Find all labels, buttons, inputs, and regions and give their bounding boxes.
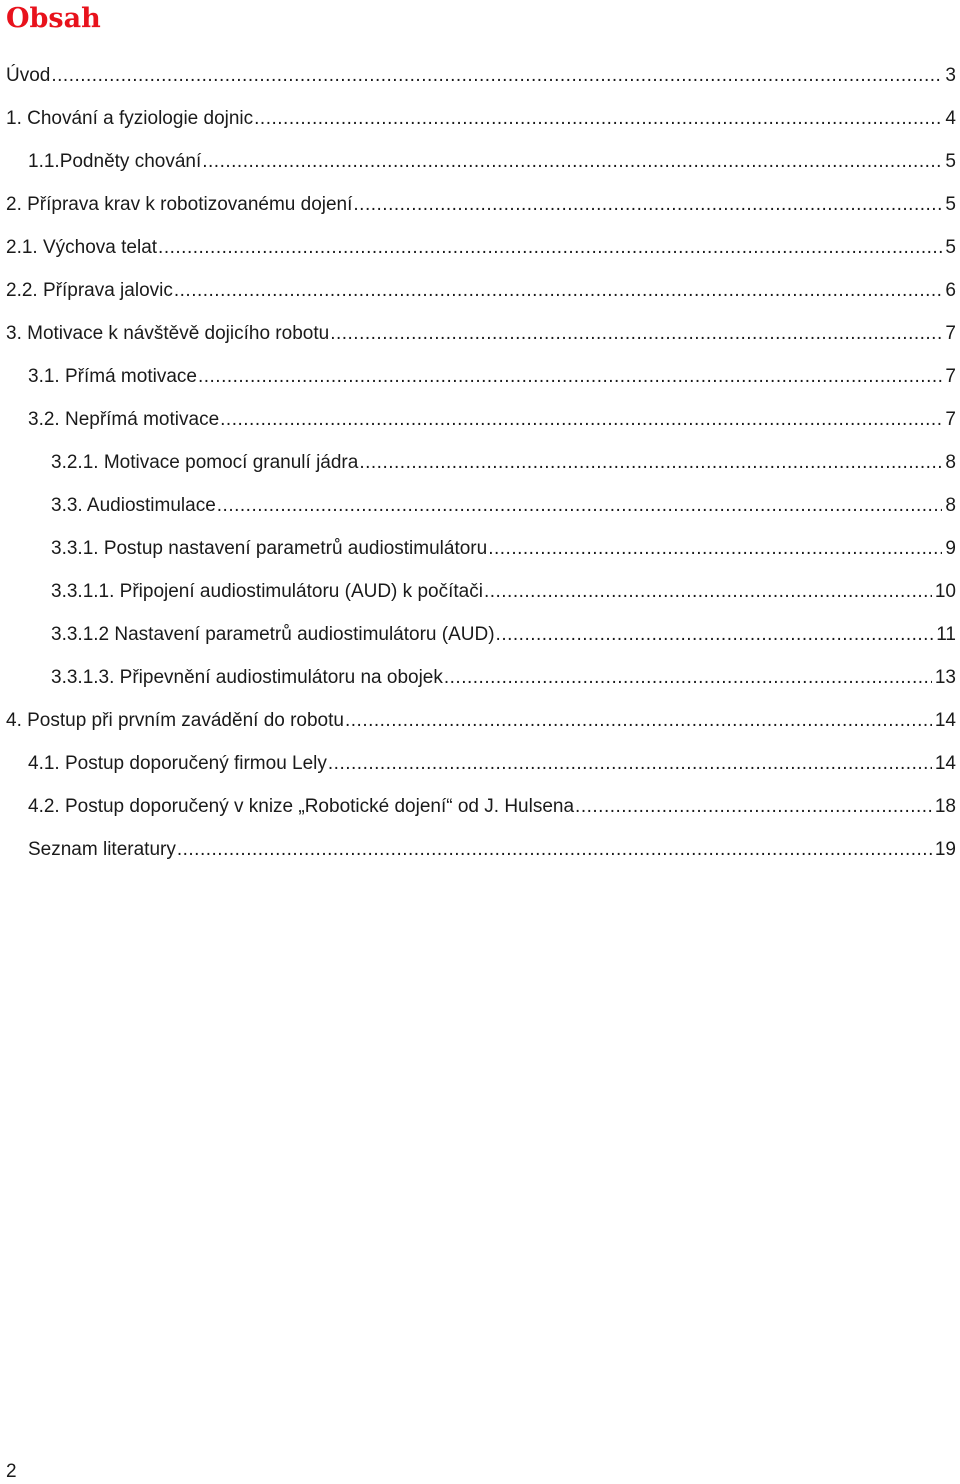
toc-entry-label: 3.2. Nepřímá motivace — [28, 409, 220, 430]
toc-entry-label: 3.1. Přímá motivace — [28, 366, 197, 387]
toc-dot-leader — [484, 577, 932, 607]
toc-entry[interactable] — [28, 835, 956, 865]
toc-dot-leader — [353, 190, 942, 220]
toc-entry[interactable] — [51, 577, 956, 607]
toc-entry-label: 3.3.1.3. Připevnění audiostimulátoru na obojek — [51, 667, 443, 688]
toc-entry[interactable] — [28, 792, 956, 822]
toc-dot-leader — [575, 792, 932, 822]
toc-entry[interactable] — [28, 749, 956, 779]
toc-entry-label: 3.3. Audiostimulace — [51, 495, 216, 516]
toc-entry-page: 5 — [945, 151, 956, 172]
toc-entry-label: 2.1. Výchova telat — [6, 237, 158, 258]
toc-entry-page: 8 — [945, 495, 956, 516]
page-title: Obsah — [6, 3, 101, 34]
toc-entry[interactable] — [51, 448, 956, 478]
toc-entry-label: 1.1.Podněty chování — [28, 151, 202, 172]
toc-entry[interactable] — [6, 190, 956, 220]
toc-entry-label: 3.3.1. Postup nastavení parametrů audiostimulátoru — [51, 538, 488, 559]
toc-entry-page: 4 — [945, 108, 956, 129]
toc-entry-page: 19 — [934, 839, 956, 860]
toc-entry[interactable] — [6, 706, 956, 736]
toc-entry[interactable] — [28, 362, 956, 392]
toc-entry-label: 3. Motivace k návštěvě dojicího robotu — [6, 323, 330, 344]
toc-entry-page: 9 — [945, 538, 956, 559]
toc-entry-label: 4.1. Postup doporučený firmou Lely — [28, 753, 327, 774]
toc-entry-page: 6 — [945, 280, 956, 301]
toc-dot-leader — [198, 362, 942, 392]
toc-dot-leader — [359, 448, 942, 478]
toc-dot-leader — [202, 147, 942, 177]
toc-entry[interactable] — [6, 276, 956, 306]
toc-entry-page: 14 — [934, 710, 956, 731]
toc-entry[interactable] — [51, 534, 956, 564]
toc-entry-label: 4.2. Postup doporučený v knize „Robotické dojení“ od J. Hulsena — [28, 796, 575, 817]
toc-dot-leader — [328, 749, 932, 779]
toc-entry[interactable] — [51, 491, 956, 521]
toc-dot-leader — [488, 534, 942, 564]
toc-entry-label: 4. Postup při prvním zavádění do robotu — [6, 710, 344, 731]
toc-entry-page: 7 — [945, 409, 956, 430]
toc-dot-leader — [220, 405, 942, 435]
toc-entry-page: 10 — [934, 581, 956, 602]
toc-entry-page: 13 — [934, 667, 956, 688]
toc-entry-label: 2.2. Příprava jalovic — [6, 280, 173, 301]
toc-entry[interactable] — [28, 147, 956, 177]
toc-entry-page: 3 — [945, 65, 956, 86]
toc-entry[interactable] — [51, 663, 956, 693]
toc-dot-leader — [158, 233, 942, 263]
toc-entry-page: 5 — [945, 194, 956, 215]
toc-entry-label: 3.3.1.2 Nastavení parametrů audiostimulátoru (AUD) — [51, 624, 495, 645]
toc-dot-leader — [174, 276, 943, 306]
toc-entry-page: 8 — [945, 452, 956, 473]
toc-entry[interactable] — [51, 620, 956, 650]
toc-entry[interactable] — [6, 319, 956, 349]
toc-dot-leader — [51, 61, 942, 91]
toc-dot-leader — [177, 835, 932, 865]
toc-dot-leader — [444, 663, 932, 693]
toc-entry[interactable] — [6, 233, 956, 263]
toc-entry-page: 5 — [945, 237, 956, 258]
toc-entry-label: Úvod — [6, 65, 51, 86]
toc-entry[interactable] — [6, 61, 956, 91]
toc-entry-label: 3.3.1.1. Připojení audiostimulátoru (AUD) k počítači — [51, 581, 483, 602]
toc-dot-leader — [496, 620, 934, 650]
toc-dot-leader — [330, 319, 942, 349]
toc-entry-label: 1. Chování a fyziologie dojnic — [6, 108, 254, 129]
toc-entry-label: 3.2.1. Motivace pomocí granulí jádra — [51, 452, 359, 473]
toc-dot-leader — [254, 104, 942, 134]
toc-entry-page: 7 — [945, 323, 956, 344]
toc-entry-page: 18 — [934, 796, 956, 817]
toc-entry-page: 7 — [945, 366, 956, 387]
toc-entry-page: 11 — [936, 624, 956, 645]
toc-dot-leader — [217, 491, 943, 521]
toc-entry-label: Seznam literatury — [28, 839, 176, 860]
toc-entry[interactable] — [28, 405, 956, 435]
toc-entry[interactable] — [6, 104, 956, 134]
toc-entry-page: 14 — [934, 753, 956, 774]
toc-entry-label: 2. Příprava krav k robotizovanému dojení — [6, 194, 353, 215]
page-number: 2 — [6, 1461, 17, 1482]
toc-dot-leader — [345, 706, 932, 736]
